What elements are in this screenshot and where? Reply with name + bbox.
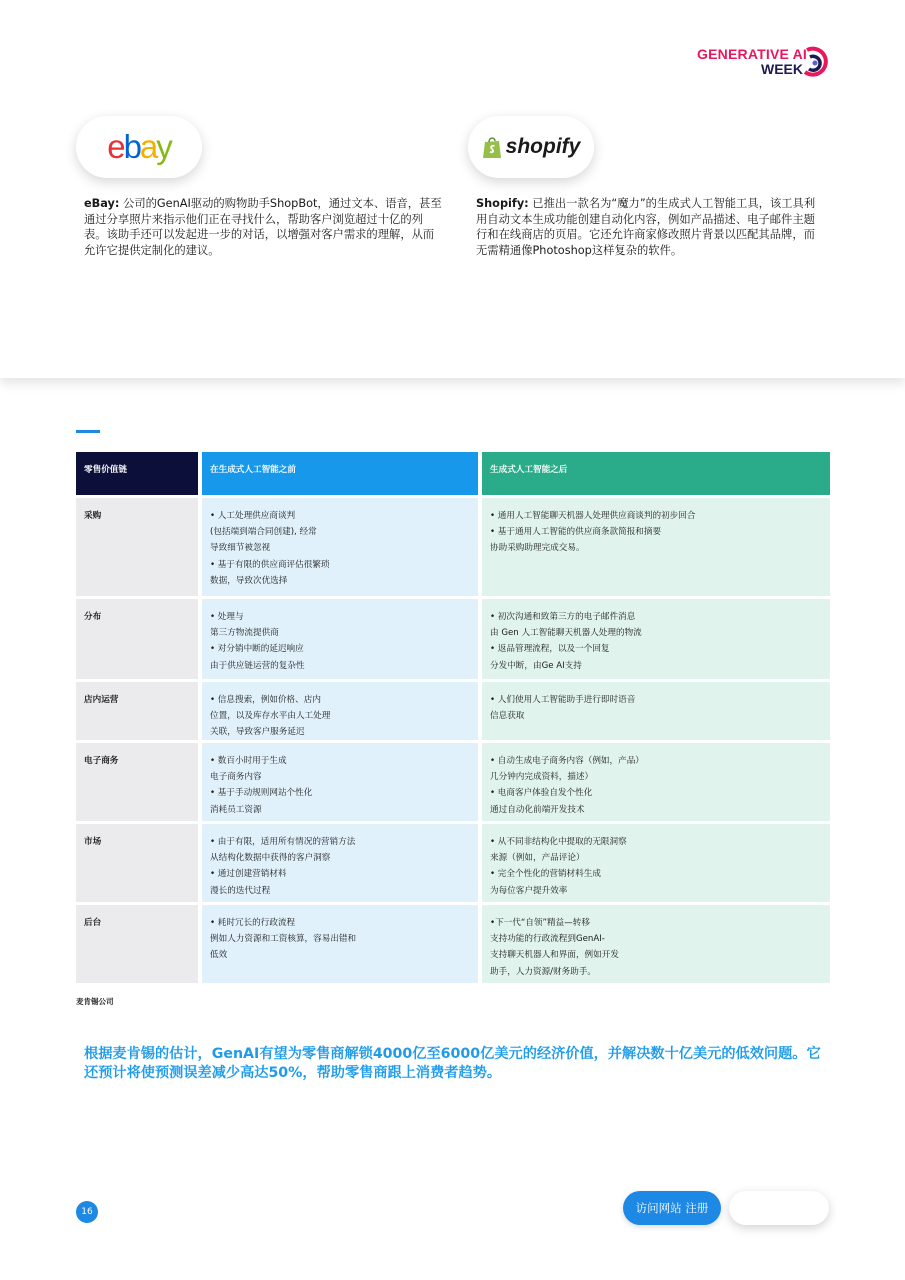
before-line: 数据，导致次优选择 <box>210 575 288 586</box>
accent-dash <box>76 430 100 433</box>
before-line: 电子商务内容 <box>210 772 262 783</box>
after-genai-cell <box>482 824 830 902</box>
after-line: • 从不同非结构化中提取的无限洞察 <box>490 837 627 847</box>
logo-swirl-icon <box>801 46 829 80</box>
after-line: • 完全个性化的营销材料生成 <box>490 869 601 880</box>
before-line: • 基于手动规则网站个性化 <box>210 788 313 799</box>
before-genai-cell <box>202 905 478 983</box>
table-row <box>76 599 830 679</box>
shopify-description <box>476 196 826 258</box>
before-line: • 对分销中断的延迟响应 <box>210 644 304 655</box>
before-genai-cell <box>202 824 478 902</box>
after-line: 来源（例如，产品评论） <box>490 853 585 864</box>
before-line: 从结构化数据中获得的客户洞察 <box>210 853 331 864</box>
value-chain-table <box>76 452 830 986</box>
shopify-logo: shopify <box>482 135 581 159</box>
after-line: 分发中断，由Ge AI支持 <box>490 660 582 671</box>
page-number: 16 <box>76 1201 98 1223</box>
after-line: • 基于通用人工智能的供应商条款简报和摘要 <box>490 527 662 538</box>
before-line: 消耗员工资源 <box>210 804 262 815</box>
before-genai-cell <box>202 599 478 679</box>
after-line: • 通用人工智能聊天机器人处理供应商谈判的初步回合 <box>490 511 696 521</box>
table-row <box>76 498 830 596</box>
after-genai-cell <box>482 498 830 596</box>
table-body <box>76 498 830 983</box>
after-line: 几分钟内完成资料，描述） <box>490 772 594 783</box>
table-row <box>76 824 830 902</box>
stage-cell: 后台 <box>76 905 198 983</box>
after-genai-cell <box>482 599 830 679</box>
stage-cell: 采购 <box>76 498 198 596</box>
after-genai-cell <box>482 682 830 740</box>
before-line: • 耗时冗长的行政流程 <box>210 918 296 928</box>
before-line: • 信息搜索，例如价格、店内 <box>210 695 321 705</box>
logo-line1: GENERATIVE AI <box>697 46 807 62</box>
stage-cell: 电子商务 <box>76 743 198 821</box>
header-after-genai: 生成式人工智能之后 <box>482 452 830 495</box>
stage-cell: 分布 <box>76 599 198 679</box>
shopify-label: Shopify: <box>476 197 529 210</box>
before-line: 由于供应链运营的复杂性 <box>210 660 305 671</box>
after-line: 支持功能的行政流程到GenAI- <box>490 934 605 945</box>
stage-cell: 店内运营 <box>76 682 198 740</box>
before-line: 关联，导致客户服务延迟 <box>210 727 305 738</box>
after-line: 助手，人力资源/财务助手。 <box>490 966 597 977</box>
source-note: 麦肯锡公司 <box>76 997 114 1006</box>
ebay-description <box>84 196 444 258</box>
shopify-bag-icon <box>482 136 502 159</box>
after-genai-cell <box>482 905 830 983</box>
after-line: •下一代“自领”精益—转移 <box>490 918 590 928</box>
table-header-row <box>76 452 830 495</box>
before-line: 位置，以及库存水平由人工处理 <box>210 711 331 722</box>
after-line: 通过自动化前端开发技术 <box>490 804 585 815</box>
table-row <box>76 743 830 821</box>
visit-website-button[interactable]: 访问网站 注册 <box>623 1191 721 1225</box>
before-line: 漫长的迭代过程 <box>210 885 271 896</box>
generative-ai-week-logo <box>679 46 829 86</box>
before-line: • 处理与 <box>210 612 244 622</box>
before-line: 导致细节被忽视 <box>210 543 271 554</box>
after-line: 由 Gen 人工智能聊天机器人处理的物流 <box>490 628 642 639</box>
header-value-chain: 零售价值链 <box>76 452 198 495</box>
before-line: • 由于有限，适用所有情况的营销方法 <box>210 837 356 847</box>
header-before-genai: 在生成式人工智能之前 <box>202 452 478 495</box>
logo-line2: WEEK <box>761 61 803 77</box>
after-line: • 初次沟通和致第三方的电子邮件消息 <box>490 612 636 622</box>
after-line: 为每位客户提升效率 <box>490 885 568 896</box>
before-line: (包括端到端合同创建), 经常 <box>210 527 317 538</box>
stage-cell: 市场 <box>76 824 198 902</box>
before-line: 例如人力资源和工资核算，容易出错和 <box>210 934 357 945</box>
ebay-label: eBay: <box>84 197 120 210</box>
register-button[interactable] <box>729 1191 829 1225</box>
before-line: 第三方物流提供商 <box>210 628 279 639</box>
ebay-logo: ebay <box>107 128 171 165</box>
shopify-text: 已推出一款名为“魔力”的生成式人工智能工具，该工具利用自动文本生成功能创建自动化内容，例如产品描述、电子邮件主题行和在线商店的页眉。它还允许商家修改照片背景以匹配其品牌，而无需精通像Photoshop这样复杂的软件。 <box>476 197 816 257</box>
before-line: 低效 <box>210 950 228 961</box>
ebay-logo-badge <box>76 116 202 178</box>
before-genai-cell <box>202 498 478 596</box>
after-line: 信息获取 <box>490 711 525 722</box>
after-line: • 电商客户体验自发个性化 <box>490 788 593 799</box>
before-genai-cell <box>202 682 478 740</box>
table-row <box>76 682 830 740</box>
after-line: 协助采购助理完成交易。 <box>490 543 585 554</box>
before-genai-cell <box>202 743 478 821</box>
before-line: • 数百小时用于生成 <box>210 756 287 766</box>
after-line: • 返品管理流程，以及一个回复 <box>490 644 610 655</box>
shopify-logo-badge <box>468 116 594 178</box>
table-row <box>76 905 830 983</box>
ebay-text: 公司的GenAI驱动的购物助手ShopBot，通过文本、语音，甚至通过分享照片来指示他们正在寻找什么，帮助客户浏览超过十亿的列表。该助手还可以发起进一步的对话，以增强对客户需求的理解，从而允许它提供定制化的建议。 <box>84 197 442 257</box>
after-line: • 人们使用人工智能助手进行即时语音 <box>490 695 636 705</box>
before-line: • 基于有限的供应商评估很繁琐 <box>210 559 330 570</box>
after-line: • 自动生成电子商务内容（例如，产品） <box>490 756 644 766</box>
before-line: • 人工处理供应商谈判 <box>210 511 296 521</box>
after-genai-cell <box>482 743 830 821</box>
after-line: 支持聊天机器人和界面，例如开发 <box>490 950 619 961</box>
highlight-statement: 根据麦肯锡的估计，GenAI有望为零售商解锁4000亿至6000亿美元的经济价值，并解决数十亿美元的低效问题。它还预计将使预测误差减少高达50%，帮助零售商跟上消费者趋势。 <box>84 1046 821 1081</box>
before-line: • 通过创建营销材料 <box>210 869 287 880</box>
